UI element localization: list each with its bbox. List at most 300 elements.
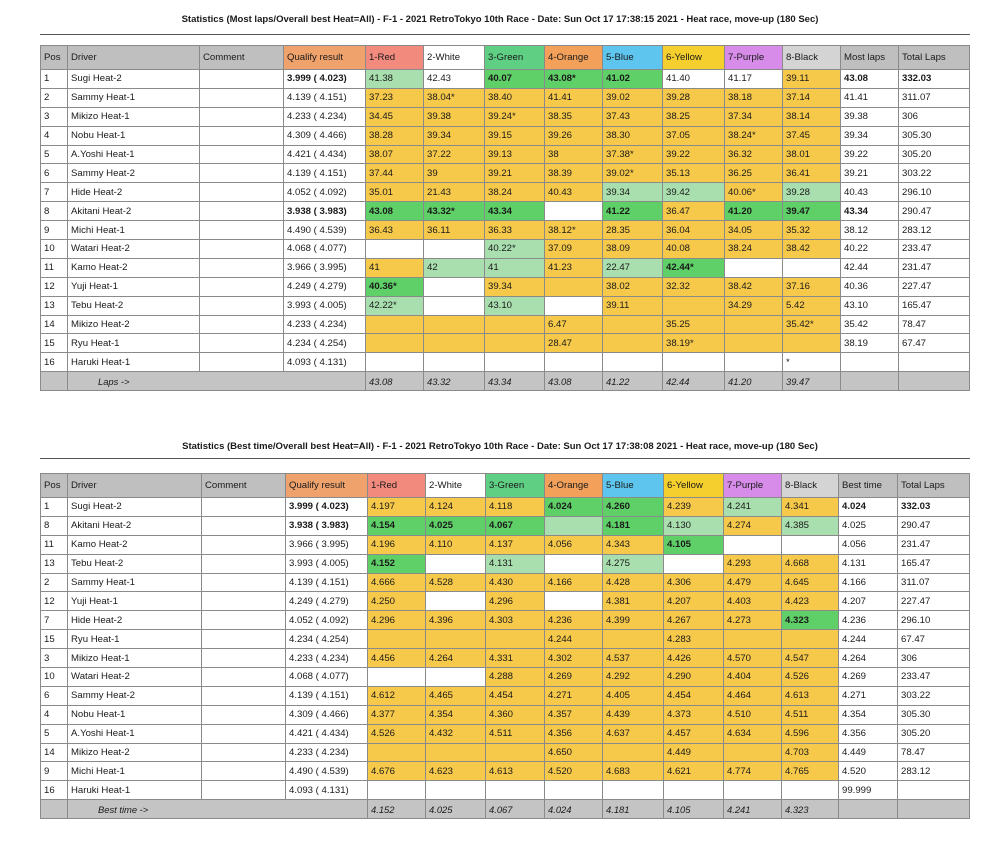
- footer-lane-best: 41.22: [603, 372, 663, 391]
- footer-lane-best: 4.025: [426, 800, 486, 819]
- lane-cell: 5.42: [783, 296, 841, 315]
- lane-cell: 4.547: [782, 649, 839, 668]
- table-row: [41, 611, 970, 630]
- pos-cell: 10: [41, 240, 68, 259]
- lane-cell: 40.22*: [485, 240, 545, 259]
- driver-cell: Haruki Heat-1: [68, 781, 202, 800]
- lane-cell: 41.40: [663, 70, 725, 89]
- total-laps-cell: 305.30: [899, 126, 970, 145]
- total-laps-cell: 233.47: [899, 240, 970, 259]
- driver-cell: Sammy Heat-2: [68, 686, 202, 705]
- qualify-cell: 4.052 ( 4.092): [284, 183, 366, 202]
- table-row: [41, 107, 970, 126]
- total-laps-cell: 306: [898, 649, 970, 668]
- most-laps-cell: 39.34: [841, 126, 899, 145]
- best-time-cell: 99.999: [839, 781, 898, 800]
- table-row: [41, 334, 970, 353]
- footer-blank: [898, 800, 970, 819]
- lane-cell: 38.28: [366, 126, 424, 145]
- lane-cell: 4.650: [545, 743, 603, 762]
- lane-cell: 4.130: [664, 516, 724, 535]
- lane-cell: 4.354: [426, 705, 486, 724]
- comment-cell: [200, 240, 284, 259]
- table-row: [41, 781, 970, 800]
- lane-cell: 4.613: [782, 686, 839, 705]
- lane-cell: 41.23: [545, 258, 603, 277]
- driver-cell: Yuji Heat-1: [68, 277, 200, 296]
- col-lane-white: 2-White: [426, 474, 486, 498]
- lane-cell: [486, 781, 545, 800]
- lane-cell: [424, 277, 485, 296]
- total-laps-cell: [898, 781, 970, 800]
- lane-cell: 38.24*: [725, 126, 783, 145]
- driver-cell: Nobu Heat-1: [68, 126, 200, 145]
- lane-cell: 38.35: [545, 107, 603, 126]
- lane-cell: 37.22: [424, 145, 485, 164]
- qualify-cell: 4.139 ( 4.151): [286, 573, 368, 592]
- lane-cell: 4.360: [486, 705, 545, 724]
- lane-cell: 4.526: [782, 668, 839, 687]
- col-qualify: Qualify result: [286, 474, 368, 498]
- pos-cell: 9: [41, 762, 68, 781]
- qualify-cell: 4.249 ( 4.279): [284, 277, 366, 296]
- most-laps-title: Statistics (Most laps/Overall best Heat=All) - F-1 - 2021 RetroTokyo 10th Race - Date: Sun Oct 17 17:38:15 2021 - Heat race, move-up (180 Sec): [181, 14, 819, 25]
- driver-cell: A.Yoshi Heat-1: [68, 145, 200, 164]
- driver-cell: Sammy Heat-1: [68, 88, 200, 107]
- lane-cell: [424, 240, 485, 259]
- best-time-cell: 4.244: [839, 630, 898, 649]
- lane-cell: [426, 668, 486, 687]
- lane-cell: 38.24: [725, 240, 783, 259]
- lane-cell: 38.19*: [663, 334, 725, 353]
- qualify-cell: 4.233 ( 4.234): [286, 743, 368, 762]
- lane-cell: 4.025: [426, 516, 486, 535]
- comment-cell: [202, 592, 286, 611]
- lane-cell: 35.32: [783, 221, 841, 240]
- lane-cell: 4.385: [782, 516, 839, 535]
- lane-cell: [782, 630, 839, 649]
- lane-cell: 36.32: [725, 145, 783, 164]
- lane-cell: 39.24*: [485, 107, 545, 126]
- total-laps-cell: 233.47: [898, 668, 970, 687]
- lane-cell: 35.42*: [783, 315, 841, 334]
- comment-cell: [202, 724, 286, 743]
- lane-cell: [603, 334, 663, 353]
- lane-cell: [486, 743, 545, 762]
- lane-cell: [366, 334, 424, 353]
- lane-cell: 34.05: [725, 221, 783, 240]
- lane-cell: 4.357: [545, 705, 603, 724]
- comment-cell: [202, 705, 286, 724]
- lane-cell: 4.396: [426, 611, 486, 630]
- lane-cell: 38.14: [783, 107, 841, 126]
- total-laps-cell: 305.30: [898, 705, 970, 724]
- qualify-cell: 4.139 ( 4.151): [284, 88, 366, 107]
- pos-cell: 8: [41, 516, 68, 535]
- table-row: [41, 353, 970, 372]
- comment-cell: [200, 353, 284, 372]
- lane-cell: 43.32*: [424, 202, 485, 221]
- comment-cell: [202, 516, 286, 535]
- col-best-time: Best time: [839, 474, 898, 498]
- lane-cell: 39.28: [663, 88, 725, 107]
- lane-cell: [782, 535, 839, 554]
- lane-cell: 42: [424, 258, 485, 277]
- driver-cell: Watari Heat-2: [68, 668, 202, 687]
- lane-cell: 4.377: [368, 705, 426, 724]
- lane-cell: 4.271: [545, 686, 603, 705]
- comment-cell: [200, 70, 284, 89]
- comment-cell: [200, 277, 284, 296]
- pos-cell: 9: [41, 221, 68, 240]
- col-lane-green: 3-Green: [485, 46, 545, 70]
- lane-cell: 39.47: [783, 202, 841, 221]
- lane-cell: 4.645: [782, 573, 839, 592]
- comment-cell: [200, 221, 284, 240]
- lane-cell: 4.341: [782, 498, 839, 517]
- lane-cell: 4.449: [664, 743, 724, 762]
- total-laps-cell: 290.47: [899, 202, 970, 221]
- best-time-cell: 4.271: [839, 686, 898, 705]
- lane-cell: [426, 630, 486, 649]
- lane-cell: 4.570: [724, 649, 782, 668]
- comment-cell: [202, 686, 286, 705]
- lane-cell: 4.303: [486, 611, 545, 630]
- col-lane-green: 3-Green: [486, 474, 545, 498]
- driver-cell: Akitani Heat-2: [68, 516, 202, 535]
- total-laps-cell: 231.47: [899, 258, 970, 277]
- table-row: [41, 762, 970, 781]
- footer-lane-best: 43.08: [545, 372, 603, 391]
- driver-cell: Nobu Heat-1: [68, 705, 202, 724]
- lane-cell: [725, 334, 783, 353]
- lane-cell: 36.04: [663, 221, 725, 240]
- table-header-row: [41, 46, 970, 70]
- qualify-cell: 4.234 ( 4.254): [284, 334, 366, 353]
- comment-cell: [200, 202, 284, 221]
- lane-cell: 43.08*: [545, 70, 603, 89]
- footer-lane-best: 42.44: [663, 372, 725, 391]
- lane-cell: [426, 554, 486, 573]
- lane-cell: 4.457: [664, 724, 724, 743]
- lane-cell: 4.621: [664, 762, 724, 781]
- lane-cell: 37.16: [783, 277, 841, 296]
- lane-cell: 4.612: [368, 686, 426, 705]
- lane-cell: 40.36*: [366, 277, 424, 296]
- lane-cell: [545, 781, 603, 800]
- lane-cell: 39.15: [485, 126, 545, 145]
- lane-cell: 21.43: [424, 183, 485, 202]
- col-most-laps: Most laps: [841, 46, 899, 70]
- lane-cell: [545, 592, 603, 611]
- table-row: [41, 145, 970, 164]
- lane-cell: [545, 554, 603, 573]
- footer-blank: [839, 800, 898, 819]
- lane-cell: 4.356: [545, 724, 603, 743]
- lane-cell: 4.666: [368, 573, 426, 592]
- lane-cell: 39.28: [783, 183, 841, 202]
- lane-cell: 37.43: [603, 107, 663, 126]
- lane-cell: [426, 743, 486, 762]
- lane-cell: [368, 668, 426, 687]
- lane-cell: 39.21: [485, 164, 545, 183]
- lane-cell: [664, 781, 724, 800]
- pos-cell: 16: [41, 781, 68, 800]
- lane-cell: 4.404: [724, 668, 782, 687]
- pos-cell: 2: [41, 88, 68, 107]
- lane-cell: 4.131: [486, 554, 545, 573]
- lane-cell: 4.067: [486, 516, 545, 535]
- driver-cell: Tebu Heat-2: [68, 554, 202, 573]
- footer-blank: [41, 372, 68, 391]
- comment-cell: [202, 535, 286, 554]
- col-lane-purple: 7-Purple: [725, 46, 783, 70]
- col-lane-purple: 7-Purple: [724, 474, 782, 498]
- most-laps-cell: 40.36: [841, 277, 899, 296]
- lane-cell: 39.42: [663, 183, 725, 202]
- table-row: [41, 516, 970, 535]
- lane-cell: [782, 781, 839, 800]
- qualify-cell: 3.966 ( 3.995): [286, 535, 368, 554]
- table-row: [41, 705, 970, 724]
- lane-cell: 4.288: [486, 668, 545, 687]
- driver-cell: Haruki Heat-1: [68, 353, 200, 372]
- table-row: [41, 70, 970, 89]
- lane-cell: [724, 630, 782, 649]
- table-row: [41, 126, 970, 145]
- driver-cell: Michi Heat-1: [68, 762, 202, 781]
- lane-cell: 41.38: [366, 70, 424, 89]
- lane-cell: 4.623: [426, 762, 486, 781]
- col-lane-red: 1-Red: [368, 474, 426, 498]
- pos-cell: 15: [41, 630, 68, 649]
- comment-cell: [202, 762, 286, 781]
- comment-cell: [200, 126, 284, 145]
- lane-cell: 34.29: [725, 296, 783, 315]
- lane-cell: 4.454: [664, 686, 724, 705]
- total-laps-cell: 67.47: [898, 630, 970, 649]
- driver-cell: Sugi Heat-2: [68, 70, 200, 89]
- lane-cell: 39.02*: [603, 164, 663, 183]
- col-pos: Pos: [41, 46, 68, 70]
- footer-lane-best: 43.08: [366, 372, 424, 391]
- driver-cell: Mikizo Heat-1: [68, 107, 200, 126]
- lane-cell: 4.181: [603, 516, 664, 535]
- lane-cell: 37.05: [663, 126, 725, 145]
- footer-lane-best: 43.34: [485, 372, 545, 391]
- comment-cell: [200, 183, 284, 202]
- lane-cell: 40.06*: [725, 183, 783, 202]
- lane-cell: 4.267: [664, 611, 724, 630]
- lane-cell: 43.10: [485, 296, 545, 315]
- most-laps-cell: 40.22: [841, 240, 899, 259]
- pos-cell: 5: [41, 724, 68, 743]
- best-time-cell: 4.207: [839, 592, 898, 611]
- qualify-cell: 3.938 ( 3.983): [286, 516, 368, 535]
- lane-cell: [724, 535, 782, 554]
- col-lane-blue: 5-Blue: [603, 474, 664, 498]
- lane-cell: 36.25: [725, 164, 783, 183]
- col-lane-black: 8-Black: [782, 474, 839, 498]
- lane-cell: 32.32: [663, 277, 725, 296]
- qualify-cell: 4.233 ( 4.234): [284, 107, 366, 126]
- table-header-row: [41, 474, 970, 498]
- lane-cell: 35.25: [663, 315, 725, 334]
- total-laps-cell: 165.47: [898, 554, 970, 573]
- lane-cell: 22.47: [603, 258, 663, 277]
- qualify-cell: 3.999 ( 4.023): [286, 498, 368, 517]
- lane-cell: 43.34: [485, 202, 545, 221]
- lane-cell: 4.293: [724, 554, 782, 573]
- lane-cell: 28.35: [603, 221, 663, 240]
- comment-cell: [200, 88, 284, 107]
- best-time-title: Statistics (Best time/Overall best Heat=All) - F-1 - 2021 RetroTokyo 10th Race - Date: Sun Oct 17 17:38:08 2021 - Heat race, move-up (180 Sec): [182, 441, 818, 452]
- qualify-cell: 4.421 ( 4.434): [286, 724, 368, 743]
- comment-cell: [202, 649, 286, 668]
- driver-cell: A.Yoshi Heat-1: [68, 724, 202, 743]
- qualify-cell: 4.309 ( 4.466): [284, 126, 366, 145]
- lane-cell: 4.264: [426, 649, 486, 668]
- lane-cell: 4.296: [368, 611, 426, 630]
- lane-cell: 4.596: [782, 724, 839, 743]
- lane-cell: [724, 743, 782, 762]
- footer-lane-best: 4.024: [545, 800, 603, 819]
- footer-lane-best: 4.323: [782, 800, 839, 819]
- comment-cell: [200, 164, 284, 183]
- lane-cell: [724, 781, 782, 800]
- lane-cell: 4.302: [545, 649, 603, 668]
- comment-cell: [202, 668, 286, 687]
- lane-cell: [725, 315, 783, 334]
- lane-cell: 42.44*: [663, 258, 725, 277]
- pos-cell: 1: [41, 70, 68, 89]
- lane-cell: [485, 353, 545, 372]
- lane-cell: 4.110: [426, 535, 486, 554]
- lane-cell: [545, 277, 603, 296]
- lane-cell: 40.43: [545, 183, 603, 202]
- lane-cell: 4.124: [426, 498, 486, 517]
- lane-cell: [545, 202, 603, 221]
- pos-cell: 12: [41, 592, 68, 611]
- lane-cell: 4.511: [782, 705, 839, 724]
- pos-cell: 3: [41, 107, 68, 126]
- lane-cell: 4.166: [545, 573, 603, 592]
- comment-cell: [202, 781, 286, 800]
- col-lane-black: 8-Black: [783, 46, 841, 70]
- lane-cell: [545, 516, 603, 535]
- table-row: [41, 202, 970, 221]
- driver-cell: Hide Heat-2: [68, 183, 200, 202]
- table-footer-row: [41, 800, 970, 819]
- qualify-cell: 4.068 ( 4.077): [286, 668, 368, 687]
- best-time-cell: 4.520: [839, 762, 898, 781]
- lane-cell: 41.22: [603, 202, 663, 221]
- lane-cell: 4.323: [782, 611, 839, 630]
- total-laps-cell: 283.12: [899, 221, 970, 240]
- total-laps-cell: 332.03: [899, 70, 970, 89]
- lane-cell: 4.430: [486, 573, 545, 592]
- lane-cell: 4.637: [603, 724, 664, 743]
- total-laps-cell: 305.20: [898, 724, 970, 743]
- lane-cell: [366, 315, 424, 334]
- lane-cell: 38.04*: [424, 88, 485, 107]
- lane-cell: [545, 296, 603, 315]
- best-time-cell: 4.024: [839, 498, 898, 517]
- lane-cell: 4.343: [603, 535, 664, 554]
- pos-cell: 14: [41, 743, 68, 762]
- lane-cell: 37.14: [783, 88, 841, 107]
- footer-lane-best: 4.152: [368, 800, 426, 819]
- lane-cell: 38.40: [485, 88, 545, 107]
- table-row: [41, 164, 970, 183]
- comment-cell: [202, 630, 286, 649]
- most-laps-cell: 38.12: [841, 221, 899, 240]
- most-laps-cell: 42.44: [841, 258, 899, 277]
- table-row: [41, 183, 970, 202]
- lane-cell: [783, 258, 841, 277]
- pos-cell: 6: [41, 686, 68, 705]
- driver-cell: Akitani Heat-2: [68, 202, 200, 221]
- lane-cell: 39.02: [603, 88, 663, 107]
- table-row: [41, 535, 970, 554]
- col-lane-white: 2-White: [424, 46, 485, 70]
- lane-cell: [545, 353, 603, 372]
- driver-cell: Tebu Heat-2: [68, 296, 200, 315]
- lane-cell: [603, 353, 663, 372]
- lane-cell: 4.274: [724, 516, 782, 535]
- col-lane-orange: 4-Orange: [545, 474, 603, 498]
- most-laps-cell: 43.34: [841, 202, 899, 221]
- comment-cell: [200, 315, 284, 334]
- lane-cell: 4.520: [545, 762, 603, 781]
- driver-cell: Ryu Heat-1: [68, 334, 200, 353]
- lane-cell: 4.154: [368, 516, 426, 535]
- pos-cell: 6: [41, 164, 68, 183]
- lane-cell: 4.613: [486, 762, 545, 781]
- best-time-cell: 4.236: [839, 611, 898, 630]
- lane-cell: [485, 334, 545, 353]
- lane-cell: 39.34: [424, 126, 485, 145]
- table-footer-row: [41, 372, 970, 391]
- lane-cell: 37.44: [366, 164, 424, 183]
- table-row: [41, 743, 970, 762]
- lane-cell: *: [783, 353, 841, 372]
- lane-cell: 38: [545, 145, 603, 164]
- pos-cell: 13: [41, 296, 68, 315]
- total-laps-cell: 290.47: [898, 516, 970, 535]
- lane-cell: [368, 781, 426, 800]
- lane-cell: 38.09: [603, 240, 663, 259]
- driver-cell: Sammy Heat-1: [68, 573, 202, 592]
- best-time-cell: 4.269: [839, 668, 898, 687]
- footer-lane-best: 4.105: [664, 800, 724, 819]
- lane-cell: [725, 258, 783, 277]
- comment-cell: [200, 334, 284, 353]
- table-row: [41, 686, 970, 705]
- lane-cell: 42.43: [424, 70, 485, 89]
- lane-cell: [424, 296, 485, 315]
- lane-cell: [424, 315, 485, 334]
- lane-cell: 4.292: [603, 668, 664, 687]
- lane-cell: 38.25: [663, 107, 725, 126]
- lane-cell: 38.01: [783, 145, 841, 164]
- table-row: [41, 573, 970, 592]
- lane-cell: [664, 554, 724, 573]
- qualify-cell: 4.249 ( 4.279): [286, 592, 368, 611]
- most-laps-cell: 41.41: [841, 88, 899, 107]
- lane-cell: 37.34: [725, 107, 783, 126]
- pos-cell: 8: [41, 202, 68, 221]
